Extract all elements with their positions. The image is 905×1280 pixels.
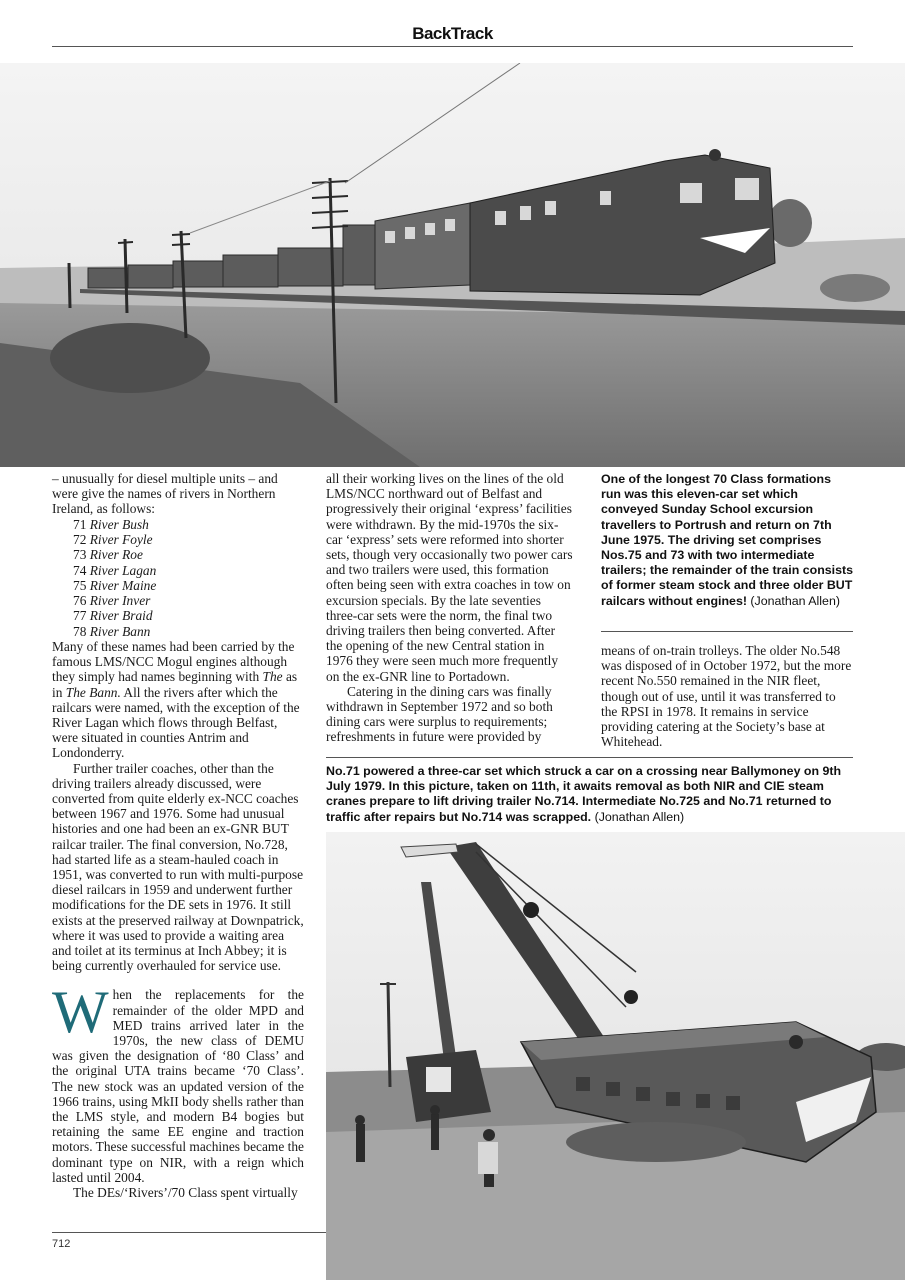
list-item: 78 River Bann [73,623,151,639]
magazine-masthead: BackTrack [412,24,493,43]
caption-rule [326,757,853,758]
column1-paragraph-3: W hen the replacements for the remainder of the older MPD and MED trains arrived later in the 1970s, the new class of DEMU was given the designation of ‘80 Class’ and the original UTA trains became ‘70 Class’. The new stock was an updated version of the 1966 trains, using MkII body shells rather than the LMS style, and modern B4 bogies but retaining the same EE engine and traction motors. These successful machines became the dominant type on NIR, with a reign which lasted until 2004. [52,979,304,1185]
list-item: 74 River Lagan [73,562,157,578]
column3-paragraph-1: means of on-train trolleys. The older No.548 was disposed of in October 1972, but the more recent No.550 remained in the NIR fleet, though out of use, until it was transferred to the RPSI in 1978. It remains in service providing catering at the Society’s base at Whitehead. [601,643,852,750]
river-names-list [52,517,304,639]
list-item: 76 River Inver [73,593,151,609]
caption-text: One of the longest 70 Class formations run was this eleven-car set which conveyed Sunday School excursion travellers to Portrush and return on 7th June 1975. The driving set comprises Nos.75 and 73 with two intermediate trailers; the remainder of the train consists of former steam stock and three older BUT railcars without engines! [601,472,854,608]
column2-paragraph-2: Catering in the dining cars was finally withdrawn in September 1972 and so both dining cars were surplus to requirements; refreshments in future were provided by [326,683,553,745]
column2-paragraph-1: all their working lives on the lines of the old LMS/NCC northward out of Belfast and progressively their original ‘express’ facilities were withdrawn. By the mid-1970s the six-car ‘express’ sets were reformed into shorter sets, though very occasionally two power cars and two trailers were used, this formation often being seen with extra coaches in tow on excursion specials. By the late seventies three-car sets were the norm, the final two driving trailers then being converted. After the opening of the new Central station in 1976 they were seen much more frequently on the ex-GNR line to Portadown. [326,471,573,684]
photo-train-eleven-car-set [0,63,905,467]
list-item: 73 River Roe [73,547,143,563]
article-column-1 [52,471,304,1200]
caption-rule [601,631,853,632]
caption-text: No.71 powered a three-car set which struck a car on a crossing near Ballymoney on 9th July 1979. In this picture, taken on 11th, it awaits removal as both NIR and CIE steam cranes prepare to lift driving trailer No.714. Intermediate No.725 and No.71 returned to traffic after repairs but No.714 was scrapped. [326,764,842,824]
list-item: 75 River Maine [73,577,157,593]
list-item: 77 River Braid [73,608,153,624]
drop-cap: W [52,979,109,1046]
photo-caption-bottom [326,764,853,825]
photo-credit: (Jonathan Allen) [594,809,685,824]
column1-paragraph-4: The DEs/‘Rivers’/70 Class spent virtually [73,1185,298,1201]
photo-credit: (Jonathan Allen) [750,593,840,608]
column1-paragraph-1: Many of these names had been carried by the famous LMS/NCC Mogul engines although they simply had names beginning with The as in The Bann. All the rivers after which the railcars were named, with the exception of the River Lagan which flows through Belfast, were situated in counties Antrim and Londonderry. [52,638,300,761]
column1-paragraph-2: Further trailer coaches, other than the driving trailers already discussed, were converted from quite elderly ex-NCC coaches between 1967 and 1976. Some had unusual histories and one had been an ex-GNR BUT railcar trailer. The final conversion, No.728, had started life as a steam-hauled coach in 1951, was converted to run with multi-purpose diesel railcars in 1959 and underwent further modifications for the DE sets in 1976. It still exists at the preserved railway at Downpatrick, where it was used to provide a waiting area and toilet at its terminus at Inch Abbey; it is being currently overhauled for service use. [52,760,304,974]
list-item: 71 River Bush [73,516,149,532]
footer-rule [52,1232,326,1233]
article-column-3 [601,643,853,749]
column1-intro: – unusually for diesel multiple units – and were give the names of rivers in Northern Ireland, as follows: [52,471,278,517]
header-rule [52,46,853,47]
photo-caption-top [601,472,853,609]
list-item: 72 River Foyle [73,531,153,547]
page-number: 712 [52,1238,71,1250]
article-column-2 [326,471,574,745]
photo-derailed-trailer-cranes [326,832,905,1280]
